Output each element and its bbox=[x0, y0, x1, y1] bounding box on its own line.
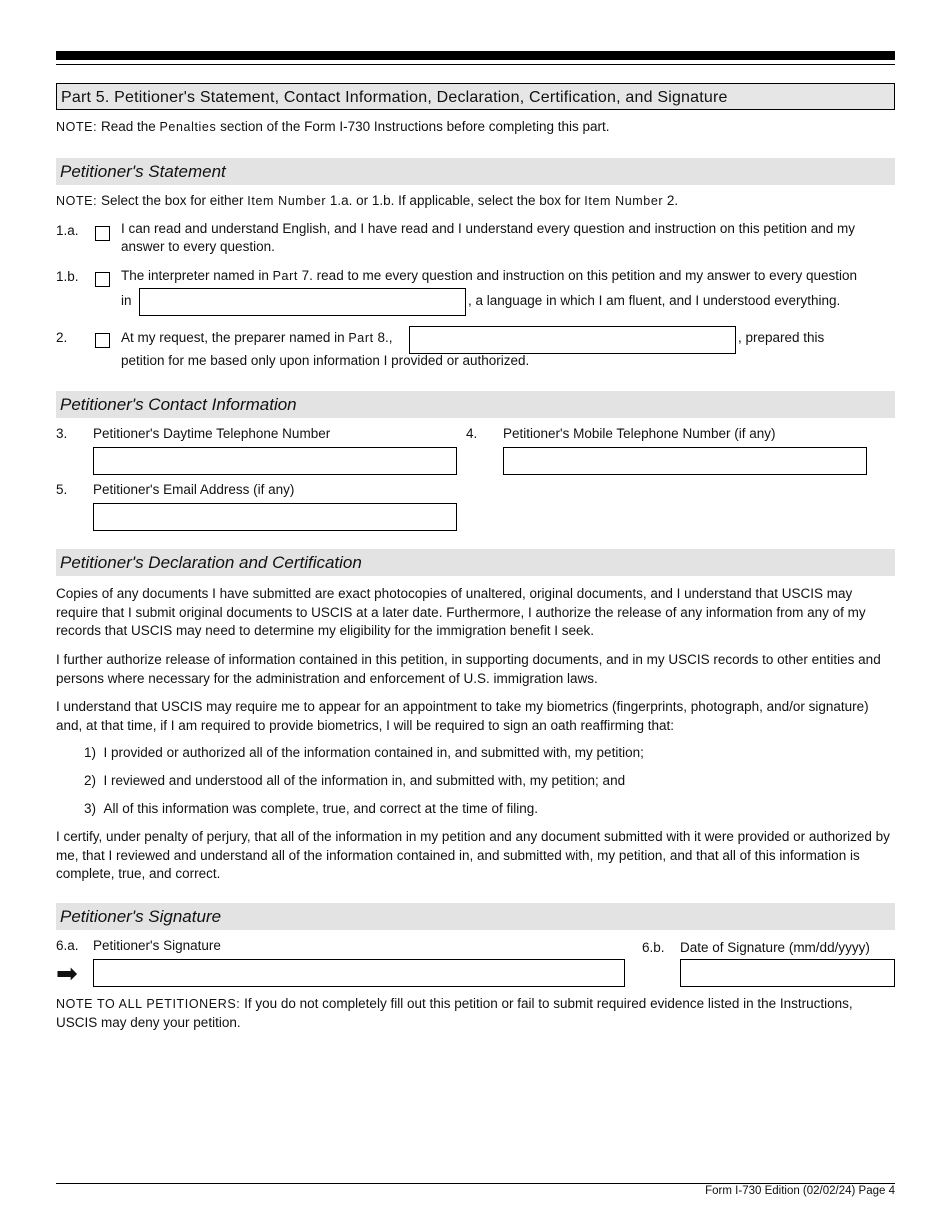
declaration-paragraph-4: I certify, under penalty of perjury, that all of the information in my petition and any document submitted with it were provided or authorized by me, that I reviewed and understand all of the information contained in, and submitted with, my petition, and that all of this information is complete, true, and correct. bbox=[56, 829, 890, 881]
signature-field[interactable] bbox=[93, 959, 625, 987]
section-signature-title: Petitioner's Signature bbox=[56, 903, 895, 930]
item-1b-text: The interpreter named in Part 7. read to me every question and instruction on this petition and my answer to every question bbox=[121, 268, 857, 283]
note-penalties: NOTE: Read the Penalties section of the Form I-730 Instructions before completing this part. bbox=[56, 119, 610, 134]
item-number-5: 5. bbox=[56, 482, 68, 497]
declaration-paragraph-3: I understand that USCIS may require me to appear for an appointment to take my biometrics (fingerprints, photograph, and/or signature) and, at that time, if I am required to provide biometrics, I will be required to sign an oath reaffirming that: bbox=[56, 699, 869, 733]
item-number-3: 3. bbox=[56, 426, 68, 441]
signature-date-field[interactable] bbox=[680, 959, 895, 987]
item-number-1a: 1.a. bbox=[56, 223, 79, 238]
top-rule-thin bbox=[56, 64, 895, 65]
oath-list-item: 2) I reviewed and understood all of the information in, and submitted with, my petition; and bbox=[84, 773, 626, 788]
mobile-phone-label: Petitioner's Mobile Telephone Number (if any) bbox=[503, 426, 776, 441]
checkbox-1a[interactable] bbox=[95, 226, 110, 241]
item-2-line2: petition for me based only upon information I provided or authorized. bbox=[121, 353, 530, 368]
item-number-4: 4. bbox=[466, 426, 478, 441]
section-contact-title: Petitioner's Contact Information bbox=[56, 391, 895, 418]
oath-list-item: 1) I provided or authorized all of the information contained in, and submitted with, my petition; bbox=[84, 745, 644, 760]
arrow-right-icon: ➡ bbox=[56, 958, 78, 988]
item-number-1b: 1.b. bbox=[56, 269, 79, 284]
section-statement-title: Petitioner's Statement bbox=[56, 158, 895, 185]
page-footer: Form I-730 Edition (02/02/24) Page 4 bbox=[705, 1185, 895, 1197]
language-field[interactable] bbox=[139, 288, 466, 316]
daytime-phone-field[interactable] bbox=[93, 447, 457, 475]
email-label: Petitioner's Email Address (if any) bbox=[93, 482, 295, 497]
section-declaration-title: Petitioner's Declaration and Certification bbox=[56, 549, 895, 576]
checkbox-1b[interactable] bbox=[95, 272, 110, 287]
final-note-label: NOTE TO ALL PETITIONERS: bbox=[56, 997, 241, 1011]
item-2-pre: At my request, the preparer named in Part 8., bbox=[121, 330, 393, 345]
daytime-phone-label: Petitioner's Daytime Telephone Number bbox=[93, 426, 331, 441]
item-1b-after-field: , a language in which I am fluent, and I understood everything. bbox=[468, 293, 841, 308]
email-field[interactable] bbox=[93, 503, 457, 531]
item-2-after-field: , prepared this bbox=[738, 330, 825, 345]
declaration-paragraph-1: Copies of any documents I have submitted are exact photocopies of unaltered, original documents, and I understand that USCIS may require that I submit original documents to USCIS at a later date. Furthermore, I authorize the release of any information from any of my records that USCIS may need to determine my eligibility for the immigration benefit I seek. bbox=[56, 586, 866, 638]
item-number-6b: 6.b. bbox=[642, 940, 665, 955]
item-1a-text: I can read and understand English, and I have read and I understand every question and instruction on this petition and my answer to every question. bbox=[121, 221, 855, 254]
top-rule-thick bbox=[56, 51, 895, 60]
signature-label: Petitioner's Signature bbox=[93, 938, 221, 953]
oath-list-item: 3) All of this information was complete, true, and correct at the time of filing. bbox=[84, 801, 538, 816]
item-1b-in-label: in bbox=[121, 293, 132, 308]
declaration-paragraph-2: I further authorize release of information contained in this petition, in supporting documents, and in my USCIS records to other entities and persons where necessary for the administration and enforcement of U.S. immigration laws. bbox=[56, 652, 881, 686]
signature-date-label: Date of Signature (mm/dd/yyyy) bbox=[680, 940, 870, 955]
part-header: Part 5. Petitioner's Statement, Contact Information, Declaration, Certification, and Signature bbox=[56, 83, 895, 110]
item-number-6a: 6.a. bbox=[56, 938, 79, 953]
checkbox-2[interactable] bbox=[95, 333, 110, 348]
final-note: NOTE TO ALL PETITIONERS: If you do not completely fill out this petition or fail to submit required evidence listed in the Instructions, USCIS may deny your petition. bbox=[56, 996, 853, 1030]
note-label: NOTE: bbox=[56, 120, 98, 134]
item-number-2: 2. bbox=[56, 330, 68, 345]
note-select-box: NOTE: Select the box for either Item Number 1.a. or 1.b. If applicable, select the box for Item Number 2. bbox=[56, 193, 679, 208]
mobile-phone-field[interactable] bbox=[503, 447, 867, 475]
preparer-field[interactable] bbox=[409, 326, 736, 354]
